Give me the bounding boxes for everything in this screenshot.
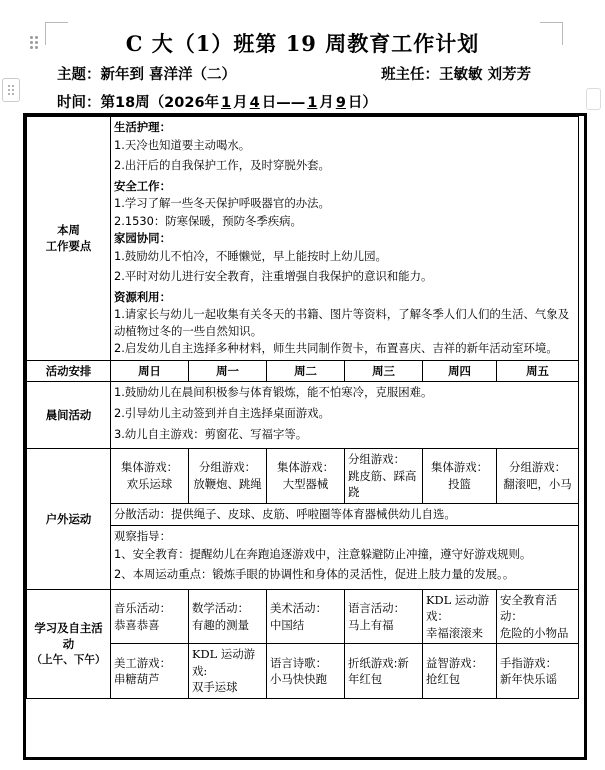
learning-morning-friday-line1: 安全教育活动： bbox=[500, 592, 557, 624]
time-label: 时间： bbox=[57, 95, 101, 111]
learning-afternoon-monday-line1: KDL 运动游戏: bbox=[192, 647, 255, 678]
focus-home-coop-item-2: 2.平时对幼儿进行安全教育，注重增强自我保护的意识和能力。 bbox=[114, 269, 433, 284]
column-header-wednesday: 周三 bbox=[345, 360, 423, 382]
learning-morning-monday bbox=[189, 589, 267, 644]
weekly-focus-content bbox=[111, 117, 579, 361]
column-header-thursday: 周四 bbox=[423, 360, 497, 382]
theme-line bbox=[57, 63, 557, 84]
learning-morning-thursday-line1: KDL 运动游戏： bbox=[426, 592, 489, 624]
outdoor-game-tuesday bbox=[267, 449, 345, 504]
focus-resources-item-2: 2.启发幼儿自主选择多种材料，师生共同制作贺卡，布置喜庆、吉祥的新年活动室环境。 bbox=[114, 341, 558, 356]
outdoor-game-sunday-line1: 集体游戏： bbox=[121, 460, 178, 475]
outdoor-game-wednesday-line1: 分组游戏： bbox=[348, 452, 405, 467]
outdoor-game-thursday-line1: 集体游戏： bbox=[431, 460, 488, 475]
learning-afternoon-friday bbox=[497, 644, 579, 699]
focus-safety-item-2: 2.1530：防寒保暖，预防冬季疾病。 bbox=[114, 213, 302, 228]
learning-label-line3: （上午、下午） bbox=[31, 653, 106, 666]
learning-morning-friday bbox=[497, 589, 579, 644]
learning-morning-wednesday-line2: 马上有福 bbox=[348, 617, 394, 632]
outdoor-game-monday bbox=[189, 449, 267, 504]
observation-item-1: 1、安全教育：提醒幼儿在奔跑追逐游戏中，注意躲避防止冲撞，遵守好游戏规则。 bbox=[114, 546, 532, 561]
focus-home-coop-item-1: 1.鼓励幼儿不怕冷，不睡懒觉，早上能按时上幼儿园。 bbox=[114, 248, 387, 263]
outdoor-game-wednesday bbox=[345, 449, 423, 504]
time-month-unit-2: 月 bbox=[319, 95, 334, 111]
time-close-paren: 日） bbox=[347, 95, 377, 111]
morning-activity-content bbox=[111, 382, 579, 449]
learning-morning-sunday-line1: 音乐活动： bbox=[114, 601, 171, 616]
learning-afternoon-friday-line2: 新年快乐谣 bbox=[500, 672, 557, 687]
time-dash: —— bbox=[276, 95, 306, 111]
learning-afternoon-tuesday bbox=[267, 644, 345, 699]
page-title: C 大（1）班第 19 周教育工作计划 bbox=[125, 31, 480, 56]
teacher-label: 班主任： bbox=[381, 67, 440, 83]
learning-morning-tuesday bbox=[267, 589, 345, 644]
learning-afternoon-thursday-line1: 益智游戏： bbox=[426, 655, 483, 670]
time-month-start: 1 bbox=[221, 95, 232, 111]
time-month-unit-1: 月 bbox=[233, 95, 248, 111]
learning-label-line1: 学习及自主活 bbox=[34, 620, 103, 635]
focus-safety-item-1: 1.学习了解一些冬天保护呼吸器官的办法。 bbox=[114, 196, 330, 211]
time-week: 第18周 bbox=[100, 95, 150, 111]
drag-handle-icon-left[interactable] bbox=[2, 78, 20, 102]
time-day-end: 9 bbox=[335, 95, 346, 111]
outdoor-game-sunday bbox=[111, 449, 189, 504]
outdoor-game-monday-line1: 分组游戏： bbox=[199, 460, 256, 475]
learning-morning-thursday bbox=[423, 589, 497, 644]
outdoor-game-monday-line2: 放鞭炮、跳绳 bbox=[193, 476, 262, 491]
learning-afternoon-wednesday-line2: 年红包 bbox=[348, 672, 383, 687]
learning-morning-wednesday-line1: 语言活动： bbox=[348, 601, 405, 616]
column-header-monday: 周一 bbox=[189, 360, 267, 382]
weekly-focus-label-line2: 工作要点 bbox=[45, 239, 92, 254]
outdoor-dispersed-content bbox=[111, 503, 579, 526]
table-row-morning-activity bbox=[27, 382, 579, 449]
row-label-morning-activity: 晨间活动 bbox=[27, 382, 111, 449]
outdoor-game-sunday-line2: 欢乐运球 bbox=[126, 476, 173, 491]
row-label-learning-autonomous bbox=[27, 589, 111, 698]
learning-morning-monday-line2: 有趣的测量 bbox=[192, 617, 249, 632]
learning-morning-tuesday-line1: 美术活动： bbox=[270, 601, 327, 616]
learning-afternoon-thursday-line2: 抢红包 bbox=[426, 672, 461, 687]
learning-label-line2: 动 bbox=[62, 637, 75, 652]
weekly-focus-label-line1: 本周 bbox=[57, 222, 80, 237]
morning-item-1: 1.鼓励幼儿在晨间积极参与体育锻炼，能不怕寒冷，克服困难。 bbox=[114, 385, 433, 400]
outdoor-game-tuesday-line2: 大型器械 bbox=[282, 476, 329, 491]
resize-handle-right[interactable] bbox=[586, 88, 601, 110]
time-open-paren: （2026年 bbox=[149, 95, 220, 111]
column-header-activity-schedule: 活动安排 bbox=[27, 360, 111, 382]
table-row-learning-morning bbox=[27, 589, 579, 644]
focus-life-care-item-2: 2.出汗后的自我保护工作，及时穿脱外套。 bbox=[114, 158, 330, 173]
table-row-outdoor-games bbox=[27, 449, 579, 504]
learning-afternoon-wednesday-line1: 折纸游戏:新 bbox=[348, 655, 409, 670]
row-label-weekly-focus bbox=[27, 117, 111, 361]
learning-morning-sunday bbox=[111, 589, 189, 644]
learning-morning-monday-line1: 数学活动： bbox=[192, 601, 249, 616]
observation-heading: 观察指导： bbox=[114, 529, 171, 544]
row-label-outdoor-sports: 户外运动 bbox=[27, 449, 111, 590]
learning-morning-thursday-line2: 幸福滚滚来 bbox=[426, 625, 483, 640]
outdoor-game-wednesday-line2: 跳皮筋、踩高跷 bbox=[348, 468, 417, 500]
teacher-value: 王敏敏 刘芳芳 bbox=[439, 67, 532, 83]
column-header-friday: 周五 bbox=[497, 360, 579, 382]
time-month-end: 1 bbox=[307, 95, 318, 111]
weekly-plan-table bbox=[26, 116, 579, 699]
column-header-sunday: 周日 bbox=[111, 360, 189, 382]
time-line bbox=[57, 91, 557, 112]
learning-afternoon-tuesday-line2: 小马快快跑 bbox=[270, 672, 327, 687]
outdoor-game-friday-line2: 翻滚吧，小马 bbox=[503, 476, 572, 491]
focus-resources-item-1: 1.请家长与幼儿一起收集有关冬天的书籍、图片等资料，了解冬季人们人们的生活、气象及动植物过冬的一些自然知识。 bbox=[114, 307, 570, 338]
learning-morning-wednesday bbox=[345, 589, 423, 644]
learning-morning-tuesday-line2: 中国结 bbox=[270, 617, 305, 632]
learning-afternoon-friday-line1: 手指游戏： bbox=[500, 655, 557, 670]
outdoor-game-friday bbox=[497, 449, 579, 504]
outdoor-game-thursday bbox=[423, 449, 497, 504]
learning-morning-friday-line2: 危险的小物品 bbox=[500, 625, 569, 640]
morning-item-2: 2.引导幼儿主动签到并自主选择桌面游戏。 bbox=[114, 405, 330, 420]
outdoor-dispersed-text: 分散活动：提供绳子、皮球、皮筋、呼啦圈等体育器械供幼儿自选。 bbox=[114, 506, 456, 521]
outdoor-game-friday-line1: 分组游戏： bbox=[509, 460, 567, 475]
outdoor-observation-content bbox=[111, 526, 579, 590]
theme-value: 新年到 喜洋洋（二） bbox=[100, 67, 237, 83]
focus-heading-life-care: 生活护理： bbox=[114, 120, 171, 134]
table-row-weekly-focus bbox=[27, 117, 579, 361]
learning-afternoon-sunday-line1: 美工游戏： bbox=[114, 655, 171, 670]
learning-afternoon-monday-line2: 双手运球 bbox=[192, 680, 238, 695]
focus-heading-home-coop: 家园协同： bbox=[114, 231, 171, 246]
learning-afternoon-thursday bbox=[423, 644, 497, 699]
focus-life-care-item-1: 1.天冷也知道要主动喝水。 bbox=[114, 137, 251, 152]
outdoor-game-tuesday-line1: 集体游戏： bbox=[277, 460, 334, 475]
focus-heading-safety: 安全工作： bbox=[114, 178, 171, 193]
table-row-day-header bbox=[27, 360, 579, 382]
learning-afternoon-tuesday-line1: 语言诗歌： bbox=[270, 655, 327, 670]
learning-afternoon-sunday-line2: 串糖葫芦 bbox=[114, 672, 160, 687]
learning-morning-sunday-line2: 恭喜恭喜 bbox=[114, 617, 160, 632]
column-header-tuesday: 周二 bbox=[267, 360, 345, 382]
learning-afternoon-monday bbox=[189, 644, 267, 699]
theme-label: 主题： bbox=[57, 67, 101, 83]
learning-afternoon-wednesday bbox=[345, 644, 423, 699]
time-day-unit-1: 日 bbox=[261, 95, 277, 111]
focus-heading-resources: 资源利用： bbox=[114, 289, 171, 304]
observation-item-2: 2、本周运动重点：锻炼手眼的协调性和身体的灵活性，促进上肢力量的发展。。 bbox=[114, 567, 515, 582]
morning-item-3: 3.幼儿自主游戏：剪窗花、写福字等。 bbox=[114, 426, 308, 441]
outdoor-game-thursday-line2: 投篮 bbox=[448, 476, 471, 491]
learning-afternoon-sunday bbox=[111, 644, 189, 699]
time-day-start: 4 bbox=[249, 95, 260, 111]
